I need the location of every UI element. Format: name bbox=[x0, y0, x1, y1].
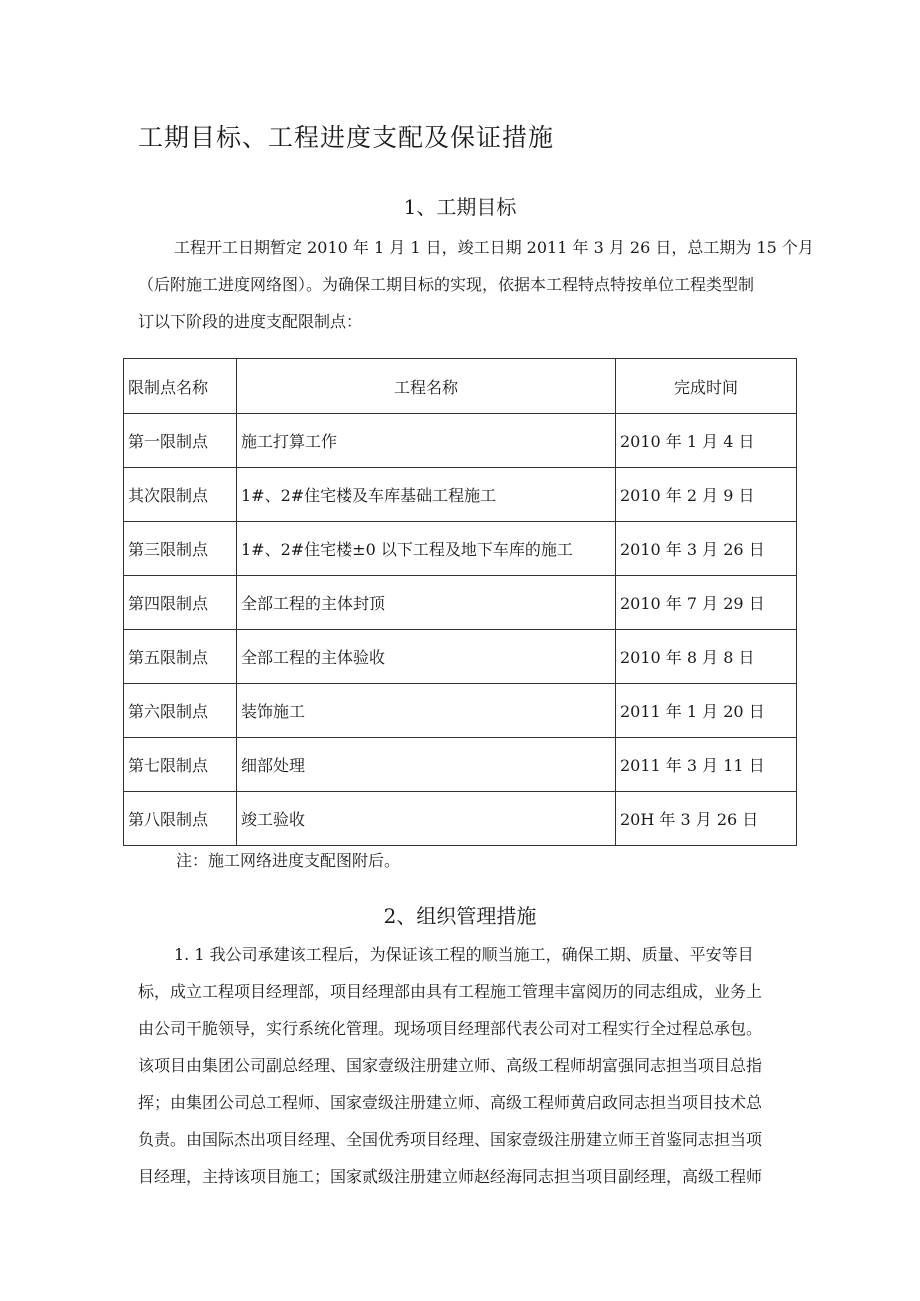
checkpoint-name: 第五限制点 bbox=[124, 630, 237, 684]
checkpoint-name: 第四限制点 bbox=[124, 576, 237, 630]
header-checkpoint-name: 限制点名称 bbox=[124, 359, 237, 414]
project-name: 施工打算工作 bbox=[237, 414, 616, 468]
table-row bbox=[124, 792, 797, 846]
completion-time: 2010 年 1 月 4 日 bbox=[616, 414, 797, 468]
paragraph-line: （后附施工进度网络图）。为确保工期目标的实现，依据本工程特点特按单位工程类型制 bbox=[138, 275, 755, 294]
project-name: 全部工程的主体封顶 bbox=[237, 576, 616, 630]
section-heading-organization: 2、组织管理措施 bbox=[383, 904, 537, 928]
completion-time: 2010 年 7 月 29 日 bbox=[616, 576, 797, 630]
project-name: 细部处理 bbox=[237, 738, 616, 792]
completion-time: 2010 年 3 月 26 日 bbox=[616, 522, 797, 576]
table-note: 注：施工网络进度支配图附后。 bbox=[176, 851, 401, 870]
project-name: 装饰施工 bbox=[237, 684, 616, 738]
completion-time: 2011 年 3 月 11 日 bbox=[616, 738, 797, 792]
table-row bbox=[124, 738, 797, 792]
table-row bbox=[124, 522, 797, 576]
project-name: 竣工验收 bbox=[237, 792, 616, 846]
project-name: 全部工程的主体验收 bbox=[237, 630, 616, 684]
checkpoint-name: 其次限制点 bbox=[124, 468, 237, 522]
completion-time: 2010 年 2 月 9 日 bbox=[616, 468, 797, 522]
paragraph-line: 挥；由集团公司总工程师、国家壹级注册建立师、高级工程师黄启政同志担当项目技术总 bbox=[138, 1093, 763, 1112]
checkpoint-name: 第三限制点 bbox=[124, 522, 237, 576]
completion-time: 20H 年 3 月 26 日 bbox=[616, 792, 797, 846]
paragraph-line: 标，成立工程项目经理部，项目经理部由具有工程施工管理丰富阅历的同志组成，业务上 bbox=[138, 982, 763, 1001]
table-row bbox=[124, 684, 797, 738]
checkpoint-name: 第一限制点 bbox=[124, 414, 237, 468]
paragraph-line: 负责。由国际杰出项目经理、全国优秀项目经理、国家壹级注册建立师王首鉴同志担当项 bbox=[138, 1130, 763, 1149]
document-title: 工期目标、工程进度支配及保证措施 bbox=[138, 123, 555, 152]
organization-paragraph bbox=[138, 936, 798, 1195]
project-name: 1#、2#住宅楼及车库基础工程施工 bbox=[237, 468, 616, 522]
completion-time: 2010 年 8 月 8 日 bbox=[616, 630, 797, 684]
table-row bbox=[124, 630, 797, 684]
milestone-table bbox=[123, 358, 797, 846]
checkpoint-name: 第七限制点 bbox=[124, 738, 237, 792]
project-name: 1#、2#住宅楼±0 以下工程及地下车库的施工 bbox=[237, 522, 616, 576]
table-header-row bbox=[124, 359, 797, 414]
paragraph-line: 工程开工日期暂定 2010 年 1 月 1 日，竣工日期 2011 年 3 月 26 日，总工期为 15 个月 bbox=[174, 238, 814, 257]
paragraph-line: 该项目由集团公司副总经理、国家壹级注册建立师、高级工程师胡富强同志担当项目总指 bbox=[138, 1056, 763, 1075]
table-row bbox=[124, 468, 797, 522]
paragraph-line: 目经理，主持该项目施工；国家贰级注册建立师赵经海同志担当项目副经理，高级工程师 bbox=[138, 1167, 763, 1186]
table-row bbox=[124, 576, 797, 630]
completion-time: 2011 年 1 月 20 日 bbox=[616, 684, 797, 738]
checkpoint-name: 第八限制点 bbox=[124, 792, 237, 846]
header-completion-time: 完成时间 bbox=[616, 359, 797, 414]
header-project-name: 工程名称 bbox=[237, 359, 616, 414]
table-row bbox=[124, 414, 797, 468]
checkpoint-name: 第六限制点 bbox=[124, 684, 237, 738]
paragraph-line: 由公司干脆领导，实行系统化管理。现场项目经理部代表公司对工程实行全过程总承包。 bbox=[138, 1019, 763, 1038]
paragraph-line: 1. 1 我公司承建该工程后，为保证该工程的顺当施工，确保工期、质量、平安等目 bbox=[174, 945, 754, 964]
section-heading-schedule-goal: 1、工期目标 bbox=[403, 195, 517, 219]
paragraph-line: 订以下阶段的进度支配限制点： bbox=[138, 312, 363, 331]
schedule-goal-paragraph bbox=[138, 229, 814, 340]
